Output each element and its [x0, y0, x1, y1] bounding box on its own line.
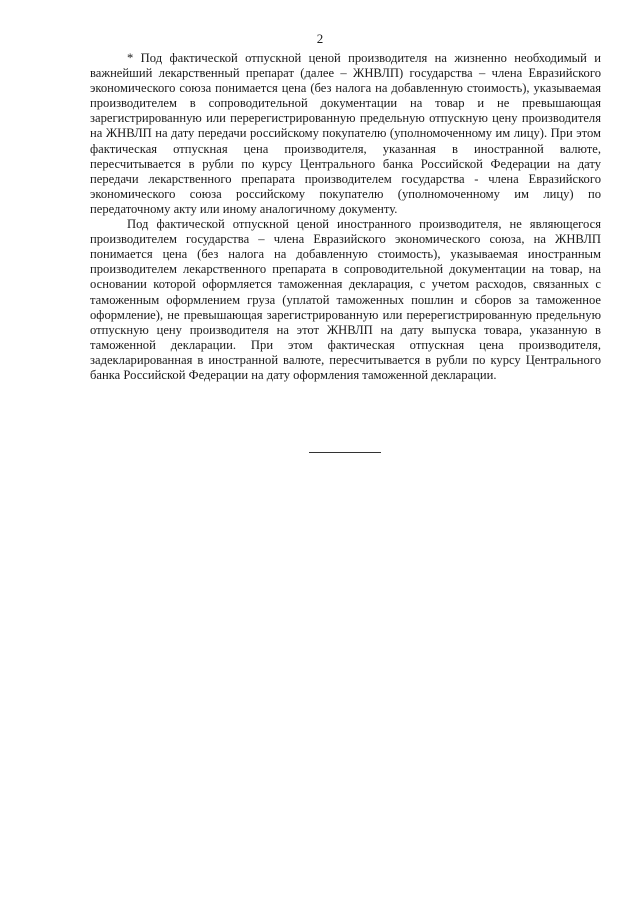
end-of-document-line [309, 452, 381, 453]
page-number: 2 [316, 31, 324, 46]
foreign-manufacturer-paragraph: Под фактической отпускной ценой иностранного производителя, не являющегося производителем государства – члена Евразийского экономического союза, на ЖНВЛП понимается цена (без налога на добавленную стоимость), указываемая иностранным производителем лекарственного препарата в сопроводительной документации на товар, на основании которой оформляется таможенная декларация, с учетом расходов, связанных с таможенным оформлением груза (уплатой таможенных пошлин и сборов за таможенное оформление), не превышающая зарегистрированную или перерегистрированную предельную отпускную цену производителя на этот ЖНВЛП на дату выпуска товара, указанную в таможенной декларации. При этом фактическая отпускная цена производителя, задекларированная в иностранной валюте, пересчитывается в рубли по курсу Центрального банка Российской Федерации на дату оформления таможенной декларации. [90, 217, 601, 382]
document-body [90, 51, 601, 383]
footnote-paragraph: * Под фактической отпускной ценой производителя на жизненно необходимый и важнейший лекарственный препарат (далее – ЖНВЛП) государства – члена Евразийского экономического союза понимается цена (без налога на добавленную стоимость), указываемая производителем в сопроводительной документации на товар и не превышающая зарегистрированную или перерегистрированную предельную отпускную цену производителя на ЖНВЛП на дату передачи российскому покупателю (уполномоченному им лицу). При этом фактическая отпускная цена производителя, указанная в иностранной валюте, пересчитывается в рубли по курсу Центрального банка Российской Федерации на дату передачи лекарственного препарата производителем государства - члена Евразийского экономического союза российскому покупателю (уполномоченному им лицу) по передаточному акту или иному аналогичному документу. [90, 51, 601, 216]
